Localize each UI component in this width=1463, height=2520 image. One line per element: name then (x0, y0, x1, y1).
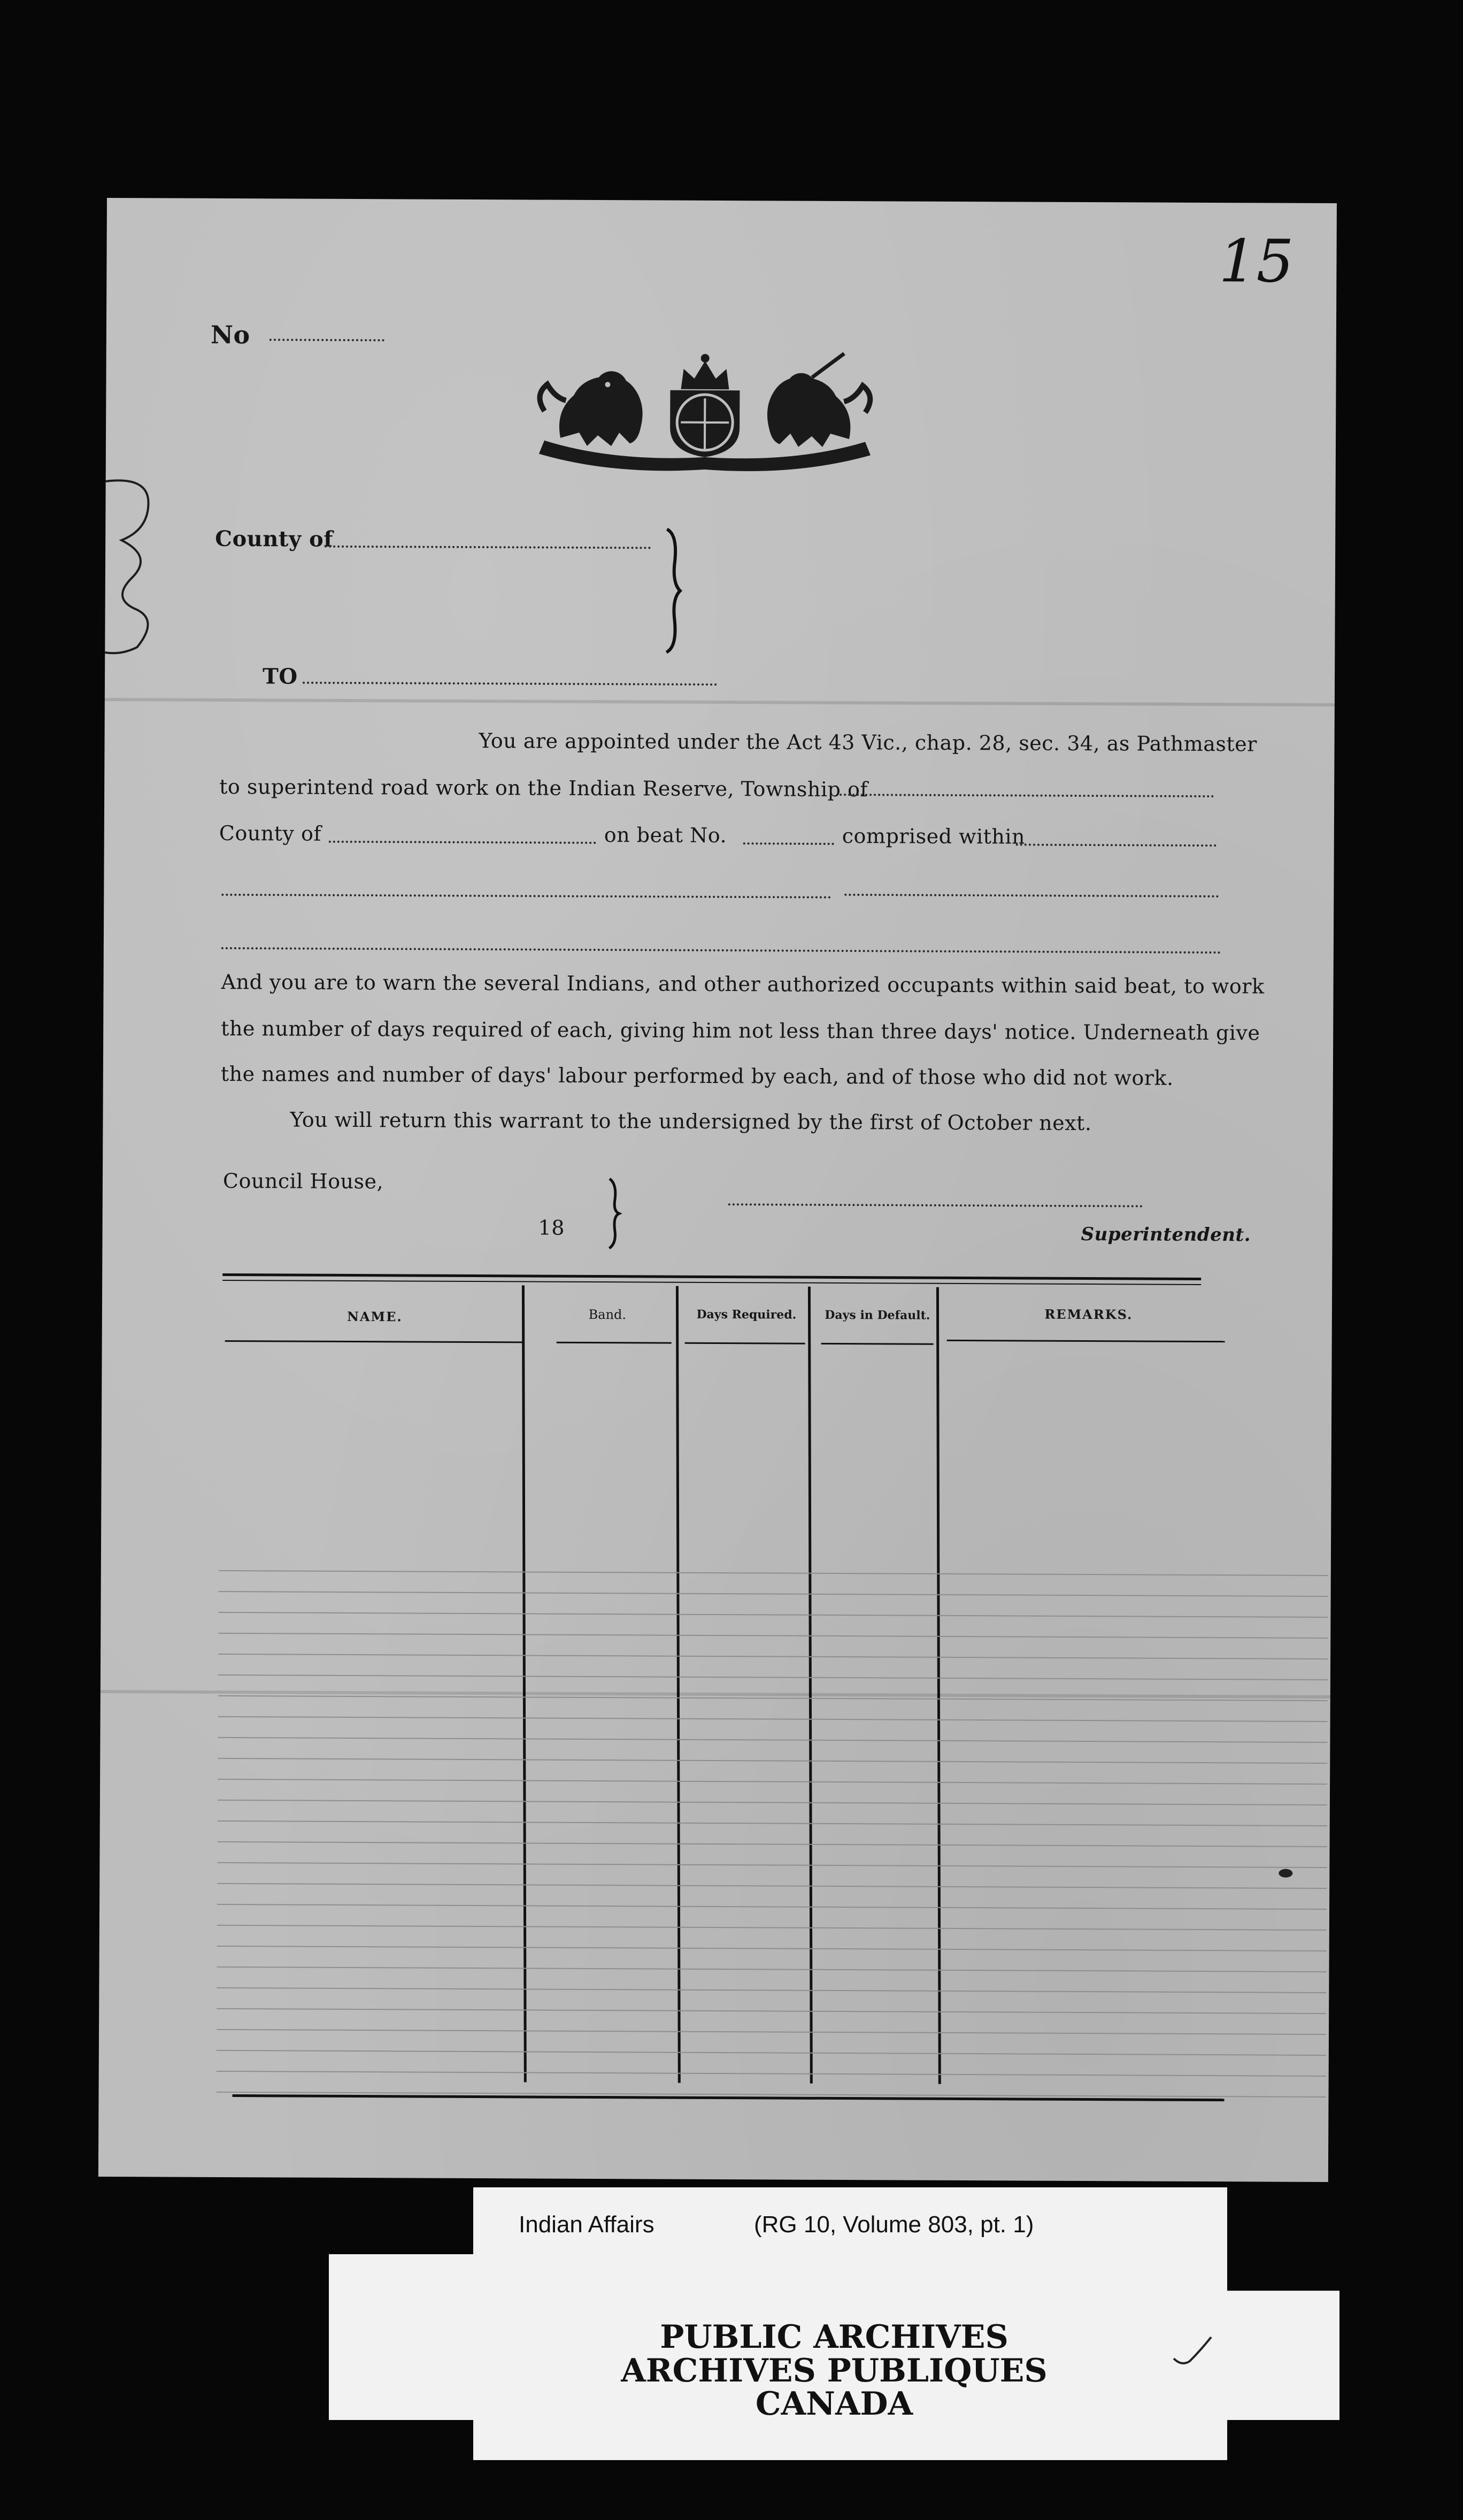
column-header-remarks: REMARKS. (1044, 1306, 1133, 1323)
form-number-label: No (210, 320, 250, 350)
ruled-line (218, 1800, 1327, 1806)
archive-stamp-line-1: PUBLIC ARCHIVES (660, 2318, 1008, 2356)
appointment-line-2: to superintend road work on the Indian Reserve, Township of (219, 774, 868, 802)
ruled-table-lines (107, 198, 1337, 203)
column-header-days-required: Days Required. (696, 1307, 797, 1322)
ruled-line (218, 1779, 1327, 1785)
archive-bottom-strip (473, 2420, 1227, 2460)
archive-stamp-line-3: CANADA (755, 2385, 913, 2423)
beat-number-field (743, 842, 834, 845)
ink-spot (1279, 1869, 1292, 1878)
column-divider-3 (808, 1287, 813, 2084)
header-underline-band (557, 1342, 672, 1344)
county-field (325, 546, 651, 549)
year-prefix: 18 (538, 1216, 565, 1240)
ruled-line (217, 1966, 1327, 1972)
ruled-line (217, 1946, 1327, 1952)
ruled-line (218, 1633, 1328, 1639)
county-line-field (329, 841, 596, 844)
ruled-line (218, 1654, 1328, 1659)
ruled-line (217, 1925, 1327, 1931)
brace-symbol (661, 529, 683, 652)
archive-reference: (RG 10, Volume 803, pt. 1) (754, 2211, 1034, 2238)
superintendent-label: Superintendent. (1081, 1223, 1251, 1246)
document-page (98, 198, 1337, 2182)
column-divider-4 (936, 1287, 941, 2084)
header-underline-days-default (821, 1343, 934, 1345)
royal-coat-of-arms-emblem (523, 347, 887, 471)
ruled-line (217, 2071, 1326, 2077)
beat-label: on beat No. (604, 823, 727, 848)
ruled-line (218, 1716, 1328, 1722)
signature-field (728, 1203, 1143, 1207)
township-field (840, 794, 1214, 797)
comprised-within-label: comprised within (842, 824, 1026, 849)
county-line-label: County of (219, 821, 322, 846)
header-underline-remarks (947, 1340, 1225, 1342)
comprised-within-field (1016, 843, 1216, 847)
table-top-rule-thin (222, 1280, 1201, 1285)
paper-fold-upper (105, 698, 1335, 706)
ruled-line (219, 1591, 1328, 1597)
ruled-line (217, 2029, 1326, 2035)
warning-line-3: the names and number of days' labour performed by each, and of those who did not work. (220, 1062, 1174, 1090)
handwritten-brace-mark (99, 476, 164, 658)
recipient-field (303, 682, 717, 686)
column-header-days-in-default: Days in Default. (825, 1308, 930, 1323)
blank-line-1b (844, 894, 1219, 897)
form-number-field (270, 339, 384, 341)
warning-line-4: You will return this warrant to the undersigned by the first of October next. (290, 1108, 1092, 1135)
warning-line-1: And you are to warn the several Indians, and other authorized occupants within said beat, to work (221, 970, 1265, 998)
column-divider-2 (676, 1286, 681, 2083)
ruled-line (218, 1820, 1327, 1826)
ruled-line (218, 1737, 1327, 1743)
column-header-band: Band. (588, 1307, 627, 1323)
archive-stamp-line-2: ARCHIVES PUBLIQUES (621, 2352, 1048, 2390)
column-header-name: NAME. (346, 1308, 403, 1325)
ruled-line (218, 1612, 1328, 1618)
warning-line-2: the number of days required of each, giving him not less than three days' notice. Underneath give (221, 1016, 1260, 1045)
ruled-line (217, 1883, 1327, 1889)
blank-line-1a (221, 894, 831, 898)
archive-department: Indian Affairs (519, 2211, 654, 2238)
ruled-line (218, 1758, 1327, 1764)
ruled-line (217, 1862, 1327, 1868)
ruled-line (218, 1841, 1327, 1847)
county-label: County of (215, 526, 334, 552)
signature-brace (605, 1179, 621, 1248)
recipient-label: TO (262, 664, 298, 689)
handwritten-check-mark (1171, 2334, 1214, 2367)
ruled-line (217, 1987, 1326, 1993)
ruled-line (219, 1570, 1328, 1576)
ruled-line (217, 2050, 1326, 2056)
appointment-line-1: You are appointed under the Act 43 Vic., chap. 28, sec. 34, as Pathmaster (479, 729, 1257, 756)
ruled-line (218, 1674, 1328, 1680)
ruled-line (217, 1904, 1327, 1910)
header-underline-days-required (685, 1342, 805, 1344)
header-underline-name (225, 1340, 525, 1343)
ruled-line (217, 2008, 1326, 2014)
table-top-rule (222, 1273, 1201, 1280)
handwritten-page-number: 15 (1219, 227, 1294, 296)
council-house-label: Council House, (222, 1169, 384, 1194)
column-divider-1 (522, 1285, 527, 2082)
blank-line-2 (221, 947, 1221, 954)
